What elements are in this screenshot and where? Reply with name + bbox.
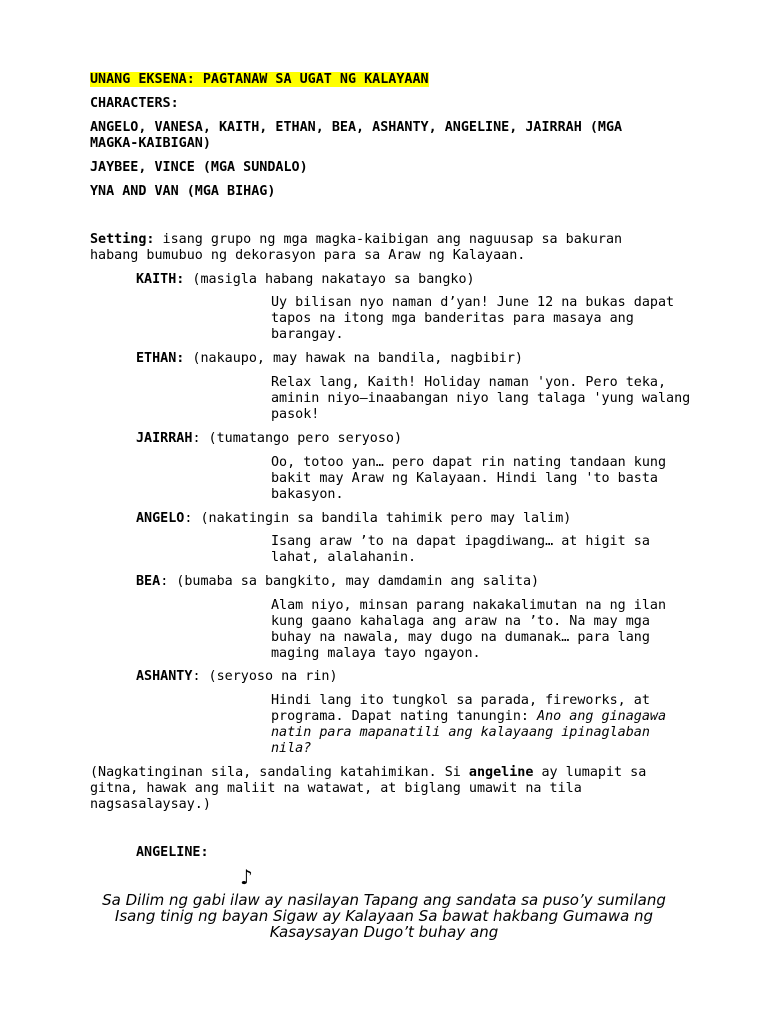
singer-name: ANGELINE: — [136, 845, 209, 860]
characters-captives: YNA AND VAN (MGA BIHAG) — [90, 184, 276, 199]
setting-text: isang grupo ng mga magka-kaibigan ang naguusap sa bakuran habang bumubuo ng dekorasyon para sa Araw ng Kalayaan. — [90, 232, 623, 263]
dialogue-text: Hindi lang ito tungkol sa parada, fireworks, at programa. Dapat nating tanungin: — [271, 693, 650, 724]
speaker-line — [136, 511, 571, 527]
scene-title: UNANG EKSENA: PAGTANAW SA UGAT NG KALAYAAN — [90, 72, 429, 87]
speaker-name: ASHANTY — [136, 669, 193, 684]
characters-friends: ANGELO, VANESA, KAITH, ETHAN, BEA, ASHANTY, ANGELINE, JAIRRAH (MGA MAGKA-KAIBIGAN) — [90, 120, 623, 151]
speaker-name: ANGELO — [136, 511, 185, 526]
characters-soldiers: JAYBEE, VINCE (MGA SUNDALO) — [90, 160, 308, 175]
speaker-line — [136, 574, 539, 590]
setting-paragraph — [90, 232, 660, 264]
scene-title-line — [90, 72, 690, 88]
stage-direction: (masigla habang nakatayo sa bangko) — [184, 272, 475, 287]
song-lyrics: Sa Dilim ng gabi ilaw ay nasilayan Tapang ang sandata sa puso’y sumilang Isang tinig ng bayan Sigaw ay Kalayaan Sa bawat hakbang Gumawa ng Kasaysayan Dugo’t buhay ang — [102, 891, 666, 941]
speaker-name: BEA — [136, 574, 161, 589]
stage-direction: : (tumatango pero seryoso) — [192, 431, 403, 446]
characters-heading: CHARACTERS: — [90, 96, 179, 111]
dialogue — [271, 693, 691, 757]
dialogue: Alam niyo, minsan parang nakakalimutan na ng ilan kung gaano kahalaga ang araw na ’to. Na may mga buhay na nawala, may dugo na dumanak… para lang maging malaya tayo ngayon. — [271, 598, 667, 661]
stage-direction: : (nakatingin sa bandila tahimik pero may lalim) — [184, 511, 572, 526]
speaker-name: ETHAN: — [136, 351, 185, 366]
speaker-line — [136, 351, 523, 367]
speaker-name: KAITH: — [136, 272, 185, 287]
stage-direction: (nakaupo, may hawak na bandila, nagbibir) — [184, 351, 523, 366]
dialogue: Relax lang, Kaith! Holiday naman 'yon. Pero teka, aminin niyo—inaabangan niyo lang talaga 'yung walang pasok! — [271, 375, 691, 422]
stage-note-name: angeline — [468, 765, 534, 780]
stage-note-before: (Nagkatinginan sila, sandaling katahimikan. Si — [90, 765, 469, 780]
speaker-name: JAIRRAH — [136, 431, 193, 446]
dialogue: Uy bilisan nyo naman d’yan! June 12 na bukas dapat tapos na itong mga banderitas para masaya ang barangay. — [271, 295, 675, 342]
dialogue: Isang araw ’to na dapat ipagdiwang… at higit sa lahat, alalahanin. — [271, 534, 650, 565]
dialogue-question: Ano ang ginagawa natin para mapanatili ang kalayaang ipinaglaban nila? — [271, 709, 667, 756]
speaker-line — [136, 431, 402, 447]
setting-label: Setting: — [90, 232, 155, 247]
stage-note-after: ay lumapit sa gitna, hawak ang maliit na watawat, at biglang umawit na tila nagsasalaysay.) — [90, 765, 647, 812]
stage-note — [90, 765, 680, 813]
dialogue: Oo, totoo yan… pero dapat rin nating tandaan kung bakit may Araw ng Kalayaan. Hindi lang 'to basta bakasyon. — [271, 455, 667, 502]
speaker-line — [136, 272, 475, 288]
stage-direction: : (bumaba sa bangkito, may damdamin ang salita) — [160, 574, 540, 589]
stage-direction: : (seryoso na rin) — [192, 669, 338, 684]
music-note-icon: ♪ — [240, 865, 253, 889]
speaker-line — [136, 669, 338, 685]
